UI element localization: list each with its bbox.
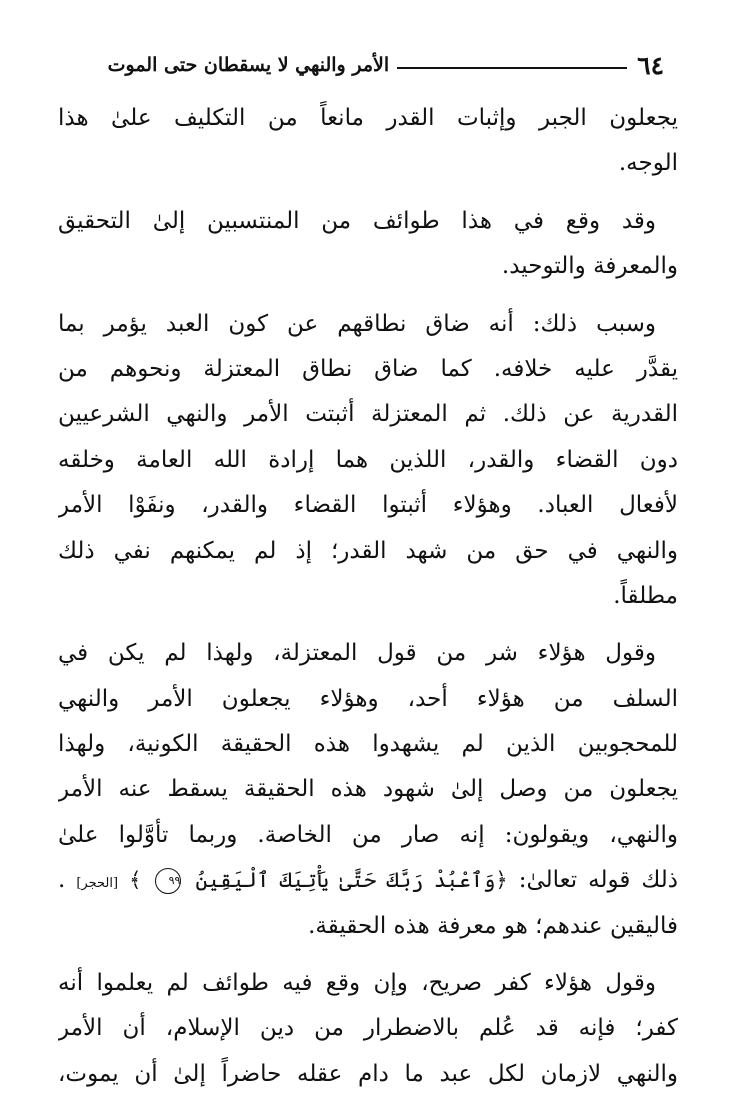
paragraph-gap: [58, 187, 678, 199]
paragraph-gap: [58, 290, 678, 302]
text-line: يقدَّر عليه خلافه. كما ضاق نطاق المعتزلة ونحوهم من: [58, 355, 678, 382]
verse-close-bracket: ﴾: [129, 868, 142, 893]
text-line: يجعلون الجبر وإثبات القدر مانعاً من التكليف علىٰ هذا: [58, 105, 678, 131]
text-line: مطلقاً.: [613, 582, 678, 609]
text-line: وقد وقع في هذا طوائف من المنتسبين إلىٰ التحقيق: [58, 207, 656, 234]
paragraph: [58, 199, 678, 290]
text-line: يجعلون من وصل إلىٰ شهود هذه الحقيقة يسقط عنه الأمر: [58, 776, 678, 803]
text-line: للمحجوبين الذين لم يشهدوا هذه الحقيقة الكونية، ولهذا: [58, 731, 678, 758]
surah-reference: [الحجر]: [76, 876, 119, 892]
quran-verse: ﴿وَٱعْبُدْ رَبَّكَ حَتَّىٰ يَأْتِيَكَ ٱلْيَقِينُ: [195, 868, 508, 893]
text-line: لأفعال العباد. وهؤلاء أثبتوا القضاء والقدر، ونفَوْا الأمر: [58, 492, 678, 519]
running-title: الأمر والنهي لا يسقطان حتى الموت: [107, 54, 390, 76]
verse-end-punctuation: .: [58, 867, 66, 894]
paragraph: [58, 96, 678, 187]
text-line: وسبب ذلك: أنه ضاق نطاقهم عن كون العبد يؤمر بما: [58, 310, 656, 337]
body-text: [58, 96, 678, 1097]
text-line: الوجه.: [618, 150, 678, 177]
text-line: والنهي لازمان لكل عبد ما دام عقله حاضراً إلىٰ أن يموت،: [58, 1060, 678, 1087]
text-line: كفر؛ فإنه قد عُلم بالاضطرار من دين الإسلام، أن الأمر: [58, 1015, 678, 1042]
text-line: السلف من هؤلاء أحد، وهؤلاء يجعلون الأمر والنهي: [58, 685, 678, 712]
paragraph-gap: [58, 619, 678, 631]
text-line: وقول هؤلاء كفر صريح، وإن وقع فيه طوائف لم يعلموا أنه: [58, 970, 656, 997]
text-line: فاليقين عندهم؛ هو معرفة هذه الحقيقة.: [308, 912, 678, 939]
text-line: والمعرفة والتوحيد.: [501, 253, 678, 280]
header-rule: [397, 67, 627, 69]
paragraph: [58, 961, 678, 1097]
paragraph: [58, 631, 678, 949]
text-line: والنهي، ويقولون: إنه صار من الخاصة. وربما تأوَّلوا علىٰ: [58, 821, 678, 848]
verse-intro: ذلك قوله تعالىٰ:: [518, 867, 678, 894]
text-line: دون القضاء والقدر، اللذين هما إرادة الله العامة وخلقه: [58, 446, 678, 473]
ayah-number-mark: ٩٩: [155, 868, 181, 894]
text-line: القدرية عن ذلك. ثم المعتزلة أثبتت الأمر والنهي الشرعيين: [58, 401, 678, 428]
paragraph-gap: [58, 949, 678, 961]
text-line: والنهي في حق من شهد القدر؛ إذ لم يمكنهم نفي ذلك: [58, 537, 678, 564]
paragraph: [58, 302, 678, 620]
text-line: وقول هؤلاء شر من قول المعتزلة، ولهذا لم يكن في: [58, 640, 656, 667]
running-header: [66, 48, 664, 82]
page-number: ٦٤: [637, 50, 664, 80]
verse-line: [58, 858, 678, 903]
